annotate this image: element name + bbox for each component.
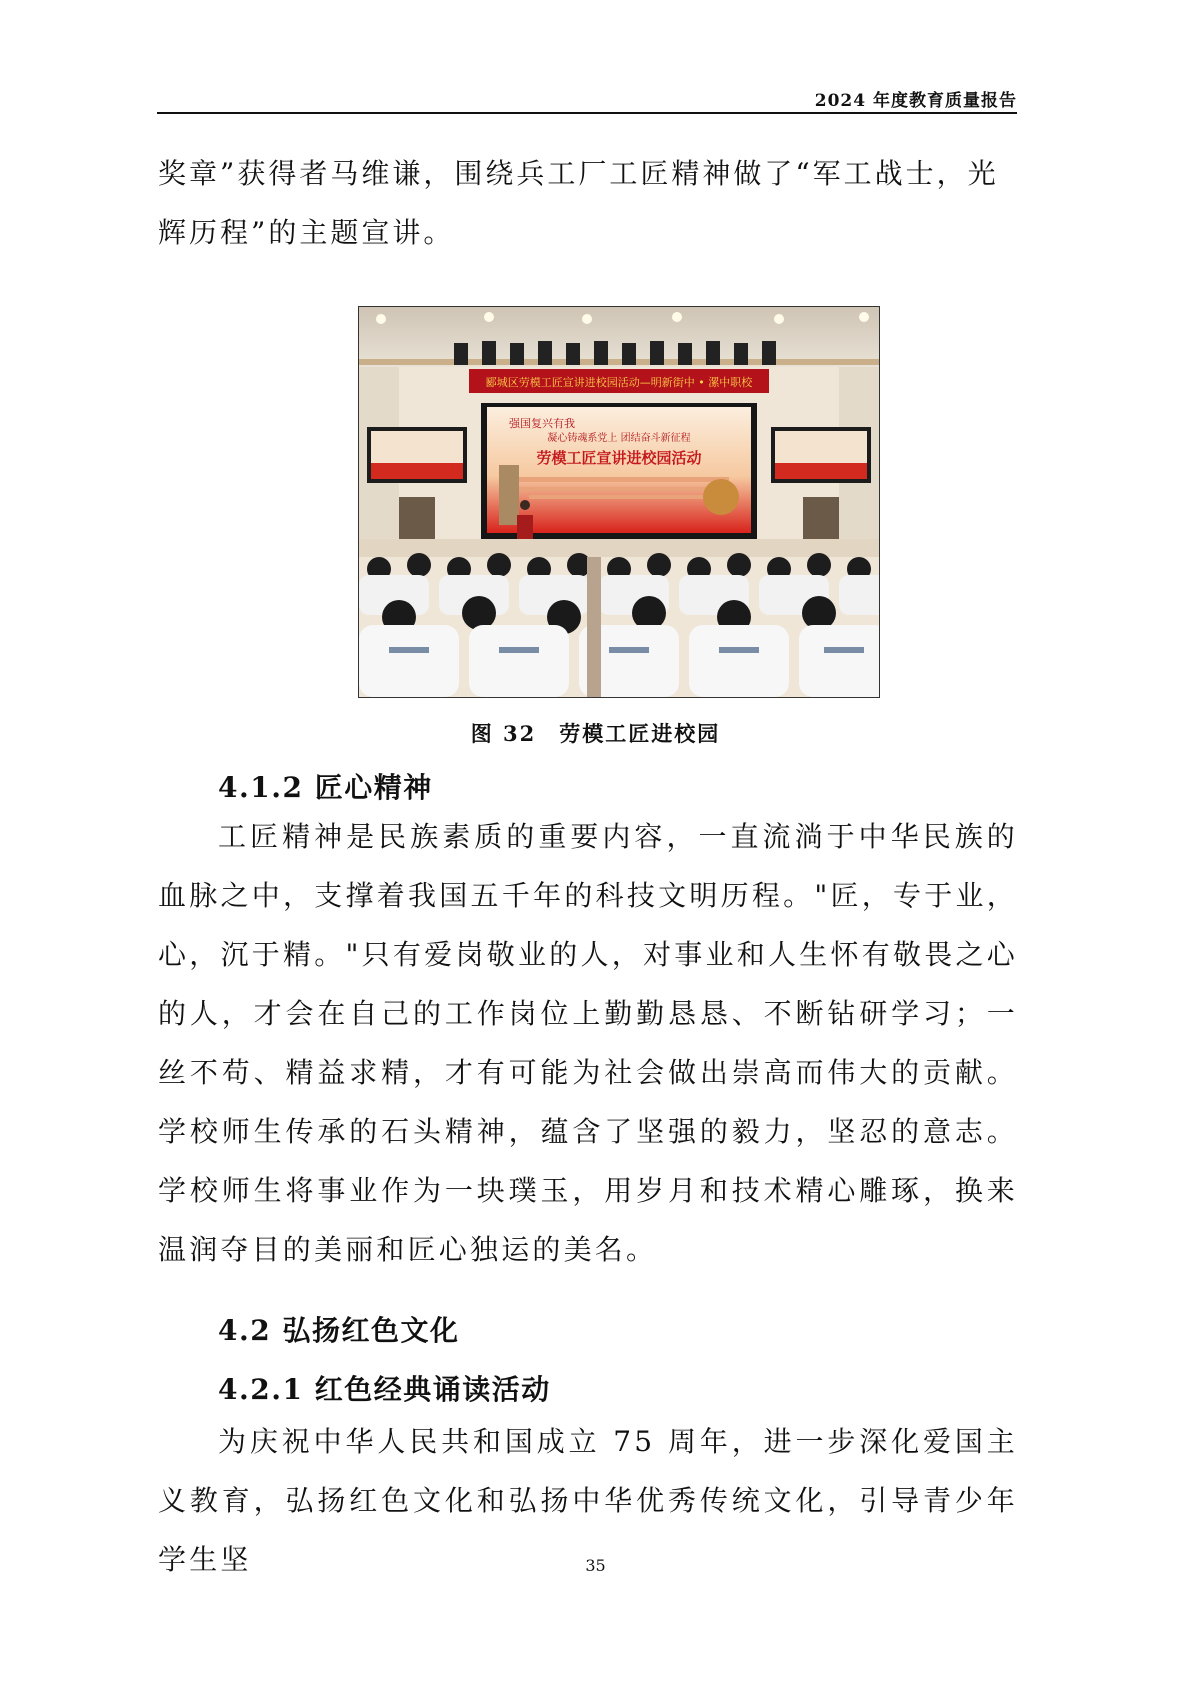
- paragraph-craftsmanship: 工匠精神是民族素质的重要内容，一直流淌于中华民族的血脉之中，支撑着我国五千年的科技文明历程。"匠，专于业，心，沉于精。"只有爱岗敬业的人，对事业和人生怀有敬畏之心的人，才会在自己的工作岗位上勤勤恳恳、不断钻研学习；一丝不苟、精益求精，才有可能为社会做出崇高而伟大的贡献。学校师生传承的石头精神，蕴含了坚强的毅力，坚忍的意志。学校师生将事业作为一块璞玉，用岁月和技术精心雕琢，换来温润夺目的美丽和匠心独运的美名。: [158, 820, 1018, 1266]
- screen-line-2: 凝心铸魂系党上 团结奋斗新征程: [547, 433, 691, 444]
- heading-4-2: 4.2 弘扬红色文化: [218, 1314, 460, 1347]
- header-rule: [157, 112, 1017, 114]
- heading-4-2-1: 4.2.1 红色经典诵读活动: [218, 1373, 551, 1406]
- screen-title: 劳模工匠宣讲进校园活动: [536, 449, 702, 467]
- paragraph-red-classics: 为庆祝中华人民共和国成立 75 周年，进一步深化爱国主义教育，弘扬红色文化和弘扬中华优秀传统文化，引导青少年学生坚: [158, 1425, 1018, 1576]
- banner-text: 郾城区劳模工匠宣讲进校园活动—明新街中 • 漯中职校: [485, 376, 753, 389]
- report-title: 2024 年度教育质量报告: [814, 91, 1017, 111]
- page-number: 35: [585, 1556, 606, 1575]
- intro-line-1: 奖章”获得者马维谦，围绕兵工厂工匠精神做了“军工战士，光: [158, 157, 999, 190]
- figure-photo: [358, 306, 880, 698]
- heading-4-1-2: 4.1.2 匠心精神: [218, 771, 433, 804]
- intro-line-2: 辉历程”的主题宣讲。: [158, 216, 455, 249]
- screen-line-1: 强国复兴有我: [509, 417, 575, 430]
- figure-caption: 图 32 劳模工匠进校园: [470, 721, 721, 746]
- page-header: [157, 86, 1017, 112]
